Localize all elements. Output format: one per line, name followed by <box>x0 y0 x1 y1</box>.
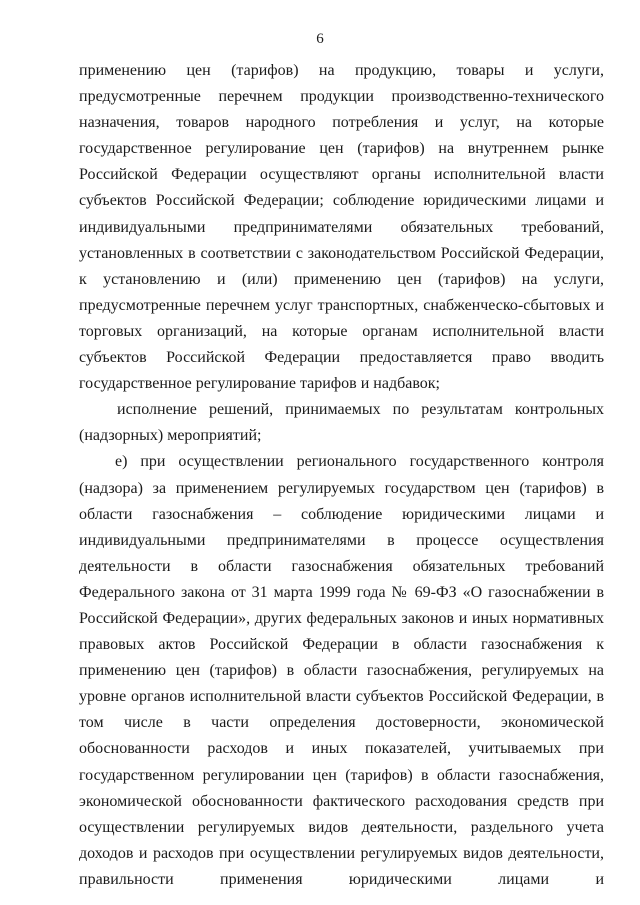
paragraph-gas-supply-control: е) при осуществлении регионального государственного контроля (надзора) за применением регулируемых государством цен (тарифов) в области газоснабжения – соблюдение юридическими лицами и индивидуальными предпринимателями в процессе осуществления деятельности в области газоснабжения обязательных требований Федерального закона от 31 марта 1999 года № 69-ФЗ «О газоснабжении в Российской Федерации», других федеральных законов и иных нормативных правовых актов Российской Федерации в области газоснабжения к применению цен (тарифов) в области газоснабжения, регулируемых на уровне органов исполнительной власти субъектов Российской Федерации, в том числе в части определения достоверности, экономической обоснованности расходов и иных показателей, учитываемых при государственном регулировании цен (тарифов) в области газоснабжения, экономической обоснованности фактического расходования средств при осуществлении регулируемых видов деятельности, раздельного учета доходов и расходов при осуществлении регулируемых видов деятельности, правильности применения юридическими лицами и <box>79 453 604 888</box>
paragraph-price-application: применению цен (тарифов) на продукцию, товары и услуги, предусмотренные перечнем продукции производственно-технического назначения, товаров народного потребления и услуг, на которые государственное регулирование цен (тарифов) на внутреннем рынке Российской Федерации осуществляют органы исполнительной власти субъектов Российской Федерации; соблюдение юридическими лицами и индивидуальными предпринимателями обязательных требований, установленных в соответствии с законодательством Российской Федерации, к установлению и (или) применению цен (тарифов) на услуги, предусмотренные перечнем услуг транспортных, снабженческо-сбытовых и торговых организаций, на которые органам исполнительной власти субъектов Российской Федерации предоставляется право вводить государственное регулирование тарифов и надбавок; <box>79 62 604 393</box>
page-number: 6 <box>316 31 324 47</box>
paragraph-decisions-execution: исполнение решений, принимаемых по результатам контрольных (надзорных) мероприятий; <box>79 401 604 445</box>
document-body <box>79 58 604 893</box>
